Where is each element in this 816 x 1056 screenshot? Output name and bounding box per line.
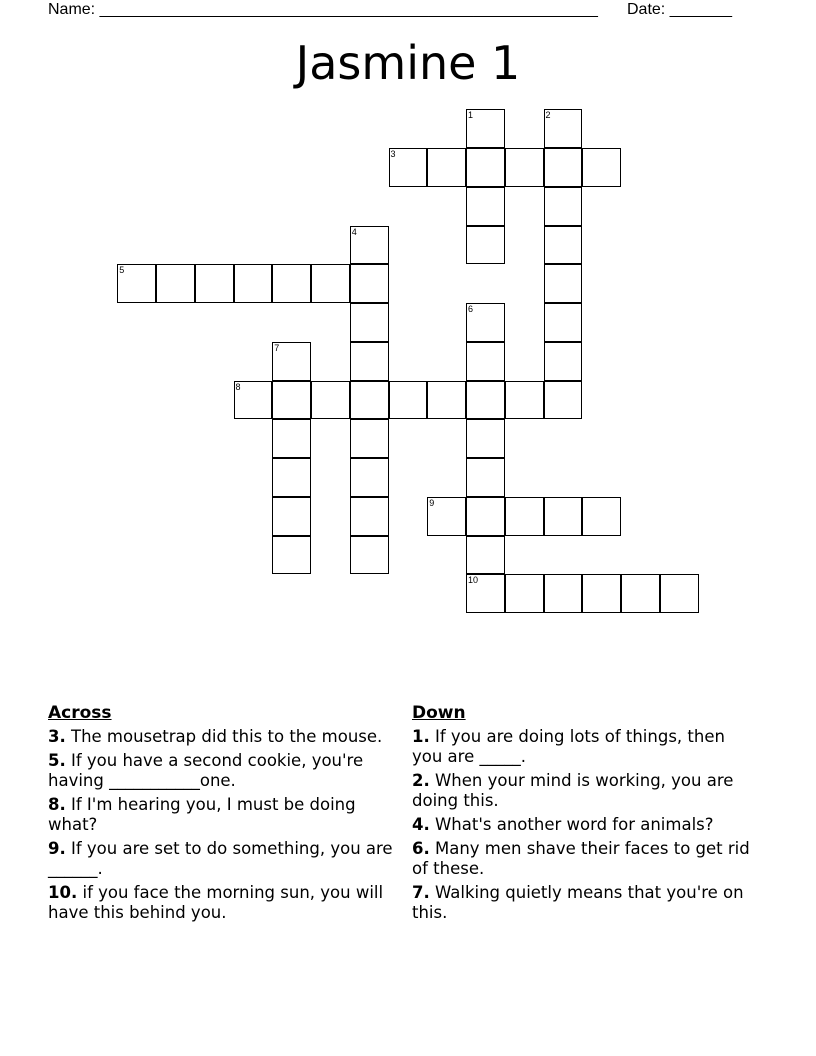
grid-cell[interactable] bbox=[234, 264, 273, 303]
across-clues bbox=[48, 703, 393, 927]
grid-cell[interactable] bbox=[466, 109, 505, 148]
grid-cell[interactable] bbox=[350, 536, 389, 575]
clue-text: Walking quietly means that you're on this. bbox=[412, 883, 744, 922]
down-clue bbox=[412, 839, 757, 879]
clue-number: 6 bbox=[468, 304, 474, 314]
clue-number: 10 bbox=[468, 575, 479, 586]
grid-cell[interactable] bbox=[272, 458, 311, 497]
grid-cell[interactable] bbox=[544, 574, 583, 613]
grid-cell[interactable] bbox=[427, 497, 466, 536]
grid-cell[interactable] bbox=[350, 458, 389, 497]
grid-cell[interactable] bbox=[544, 303, 583, 342]
clue-num: 7. bbox=[412, 883, 430, 902]
clue-number: 1 bbox=[468, 110, 474, 121]
grid-cell[interactable] bbox=[544, 342, 583, 381]
grid-cell[interactable] bbox=[544, 109, 583, 148]
down-clue bbox=[412, 727, 757, 767]
across-clue bbox=[48, 839, 393, 879]
clue-number: 8 bbox=[235, 381, 241, 392]
clue-num: 3. bbox=[48, 727, 66, 746]
grid-cell[interactable] bbox=[234, 381, 273, 420]
down-clue bbox=[412, 883, 757, 923]
across-clue bbox=[48, 883, 393, 923]
clue-number: 4 bbox=[351, 226, 357, 237]
clue-number: 2 bbox=[545, 110, 551, 121]
down-clue bbox=[412, 771, 757, 811]
grid-cell[interactable] bbox=[466, 419, 505, 458]
grid-cell[interactable] bbox=[272, 264, 311, 303]
clue-num: 2. bbox=[412, 771, 430, 790]
grid-cell[interactable] bbox=[544, 264, 583, 303]
clue-text: When your mind is working, you are doing this. bbox=[412, 771, 734, 810]
grid-cell[interactable] bbox=[350, 419, 389, 458]
grid-cell[interactable] bbox=[466, 226, 505, 265]
grid-cell[interactable] bbox=[505, 381, 544, 420]
across-heading: Across bbox=[48, 703, 112, 723]
clue-num: 8. bbox=[48, 795, 66, 814]
clue-text: What's another word for animals? bbox=[429, 815, 714, 834]
grid-cell[interactable] bbox=[582, 497, 621, 536]
grid-cell[interactable] bbox=[350, 226, 389, 265]
grid-cell[interactable] bbox=[427, 148, 466, 187]
clue-number: 7 bbox=[274, 342, 280, 353]
grid-cell[interactable] bbox=[350, 381, 389, 420]
grid-cell[interactable] bbox=[544, 226, 583, 265]
grid-cell[interactable] bbox=[272, 381, 311, 420]
date-label: Date: bbox=[627, 1, 666, 18]
clue-number: 9 bbox=[429, 497, 435, 508]
grid-cell[interactable] bbox=[505, 574, 544, 613]
grid-cell[interactable] bbox=[389, 381, 428, 420]
grid-cell[interactable] bbox=[272, 342, 311, 381]
clue-num: 6. bbox=[412, 839, 430, 858]
clue-num: 4. bbox=[412, 815, 430, 834]
clue-text: Many men shave their faces to get rid of these. bbox=[412, 839, 750, 878]
grid-cell[interactable] bbox=[427, 381, 466, 420]
grid-cell[interactable] bbox=[505, 148, 544, 187]
grid-cell[interactable] bbox=[311, 264, 350, 303]
grid-cell[interactable] bbox=[582, 148, 621, 187]
clue-number: 3 bbox=[390, 149, 396, 159]
grid-cell[interactable] bbox=[272, 536, 311, 575]
down-clues bbox=[412, 703, 757, 927]
date-line: _______ bbox=[669, 1, 732, 18]
grid-cell[interactable] bbox=[544, 497, 583, 536]
grid-cell[interactable] bbox=[466, 342, 505, 381]
grid-cell[interactable] bbox=[350, 303, 389, 342]
clue-text: If you are doing lots of things, then you are _____. bbox=[412, 727, 725, 766]
grid-cell[interactable] bbox=[350, 497, 389, 536]
grid-cell[interactable] bbox=[117, 264, 156, 303]
clue-number: 5 bbox=[119, 265, 125, 276]
clue-num: 5. bbox=[48, 751, 66, 770]
grid-cell[interactable] bbox=[195, 264, 234, 303]
grid-cell[interactable] bbox=[272, 497, 311, 536]
name-field[interactable] bbox=[48, 1, 598, 19]
across-clue bbox=[48, 751, 393, 791]
date-field[interactable] bbox=[627, 1, 732, 19]
across-clue bbox=[48, 727, 393, 747]
clue-num: 10. bbox=[48, 883, 78, 902]
grid-cell[interactable] bbox=[466, 497, 505, 536]
grid-cell[interactable] bbox=[311, 381, 350, 420]
down-heading: Down bbox=[412, 703, 466, 723]
grid-cell[interactable] bbox=[350, 264, 389, 303]
clue-text: If you have a second cookie, you're having ___________one. bbox=[48, 751, 364, 790]
grid-cell[interactable] bbox=[466, 458, 505, 497]
grid-cell[interactable] bbox=[544, 381, 583, 420]
clue-text: If I'm hearing you, I must be doing what? bbox=[48, 795, 356, 834]
grid-cell[interactable] bbox=[466, 187, 505, 226]
grid-cell[interactable] bbox=[350, 342, 389, 381]
across-clue bbox=[48, 795, 393, 835]
down-clue bbox=[412, 815, 757, 835]
grid-cell[interactable] bbox=[466, 148, 505, 187]
grid-cell[interactable] bbox=[621, 574, 660, 613]
name-label: Name: bbox=[48, 1, 96, 18]
clue-num: 9. bbox=[48, 839, 66, 858]
clue-text: The mousetrap did this to the mouse. bbox=[65, 727, 383, 746]
grid-cell[interactable] bbox=[466, 536, 505, 575]
grid-cell[interactable] bbox=[582, 574, 621, 613]
grid-cell[interactable] bbox=[544, 187, 583, 226]
grid-cell[interactable] bbox=[466, 381, 505, 420]
grid-cell[interactable] bbox=[272, 419, 311, 458]
clue-text: If you are set to do something, you are ______. bbox=[48, 839, 393, 878]
name-line: ________________________________________________________ bbox=[99, 1, 598, 18]
grid-cell[interactable] bbox=[544, 148, 583, 187]
grid-cell[interactable] bbox=[156, 264, 195, 303]
grid-cell[interactable] bbox=[660, 574, 699, 613]
grid-cell[interactable] bbox=[466, 303, 505, 342]
clue-text: if you face the morning sun, you will have this behind you. bbox=[48, 883, 384, 922]
grid-cell[interactable] bbox=[389, 148, 428, 187]
clue-num: 1. bbox=[412, 727, 430, 746]
puzzle-title: Jasmine 1 bbox=[295, 36, 521, 90]
grid-cell[interactable] bbox=[466, 574, 505, 613]
grid-cell[interactable] bbox=[505, 497, 544, 536]
